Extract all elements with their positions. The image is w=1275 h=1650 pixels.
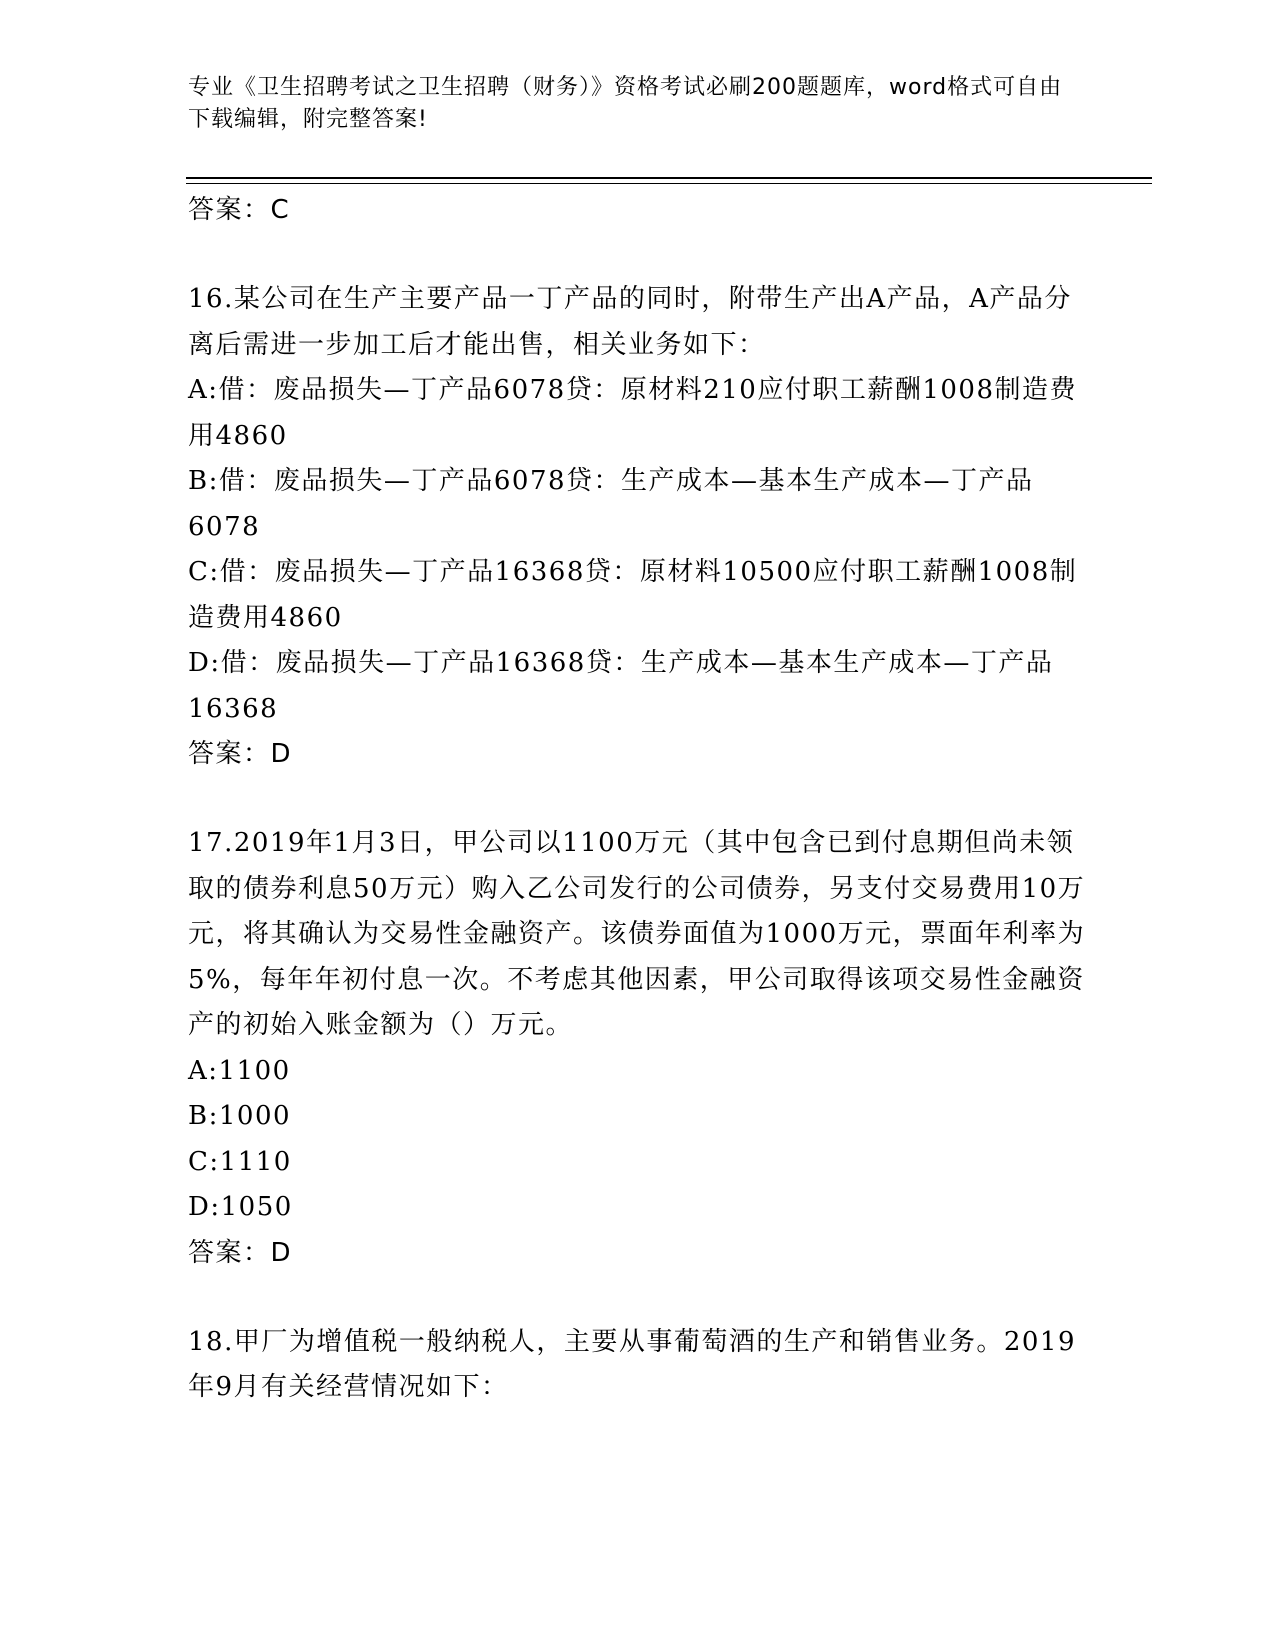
- answer-17: 答案：D: [188, 1237, 293, 1268]
- option-c: C:1110: [188, 1146, 292, 1177]
- option-d: D:借：废品损失—丁产品16368贷：生产成本—基本生产成本—丁产品16368: [188, 648, 1054, 724]
- question-text: 18.甲厂为增值税一般纳税人，主要从事葡萄酒的生产和销售业务。2019年9月有关经营情况如下：: [188, 1326, 1077, 1402]
- question-text: 16.某公司在生产主要产品一丁产品的同时，附带生产出A产品，A产品分离后需进一步加工后才能出售，相关业务如下：: [188, 284, 1072, 360]
- header-rule-thin: [186, 183, 1152, 184]
- document-body: [188, 188, 1088, 1411]
- header-rule-thick: [186, 177, 1152, 179]
- answer-15: 答案：C: [188, 195, 291, 225]
- question-text: 17.2019年1月3日，甲公司以1100万元（其中包含已到付息期但尚未领取的债券利息50万元）购入乙公司发行的公司债券，另支付交易费用10万元，将其确认为交易性金融资产。该债券面值为1000万元，票面年利率为5%，每年年初付息一次。不考虑其他因素，甲公司取得该项交易性金融资产的初始入账金额为（）万元。: [188, 828, 1086, 1040]
- option-c: C:借：废品损失—丁产品16368贷：原材料10500应付职工薪酬1008制造费用4860: [188, 557, 1078, 633]
- question-18: [188, 1320, 1088, 1411]
- option-a: A:借：废品损失—丁产品6078贷：原材料210应付职工薪酬1008制造费用4860: [188, 375, 1077, 451]
- question-17: [188, 821, 1088, 1276]
- option-a: A:1100: [188, 1055, 291, 1086]
- document-header: 专业《卫生招聘考试之卫生招聘（财务）》资格考试必刷200题题库，word格式可自由下载编辑，附完整答案!: [188, 75, 1063, 132]
- question-16: [188, 277, 1088, 777]
- option-b: B:借：废品损失—丁产品6078贷：生产成本—基本生产成本—丁产品6078: [188, 466, 1034, 542]
- answer-16: 答案：D: [188, 739, 293, 769]
- option-d: D:1050: [188, 1192, 293, 1222]
- option-b: B:1000: [188, 1101, 292, 1131]
